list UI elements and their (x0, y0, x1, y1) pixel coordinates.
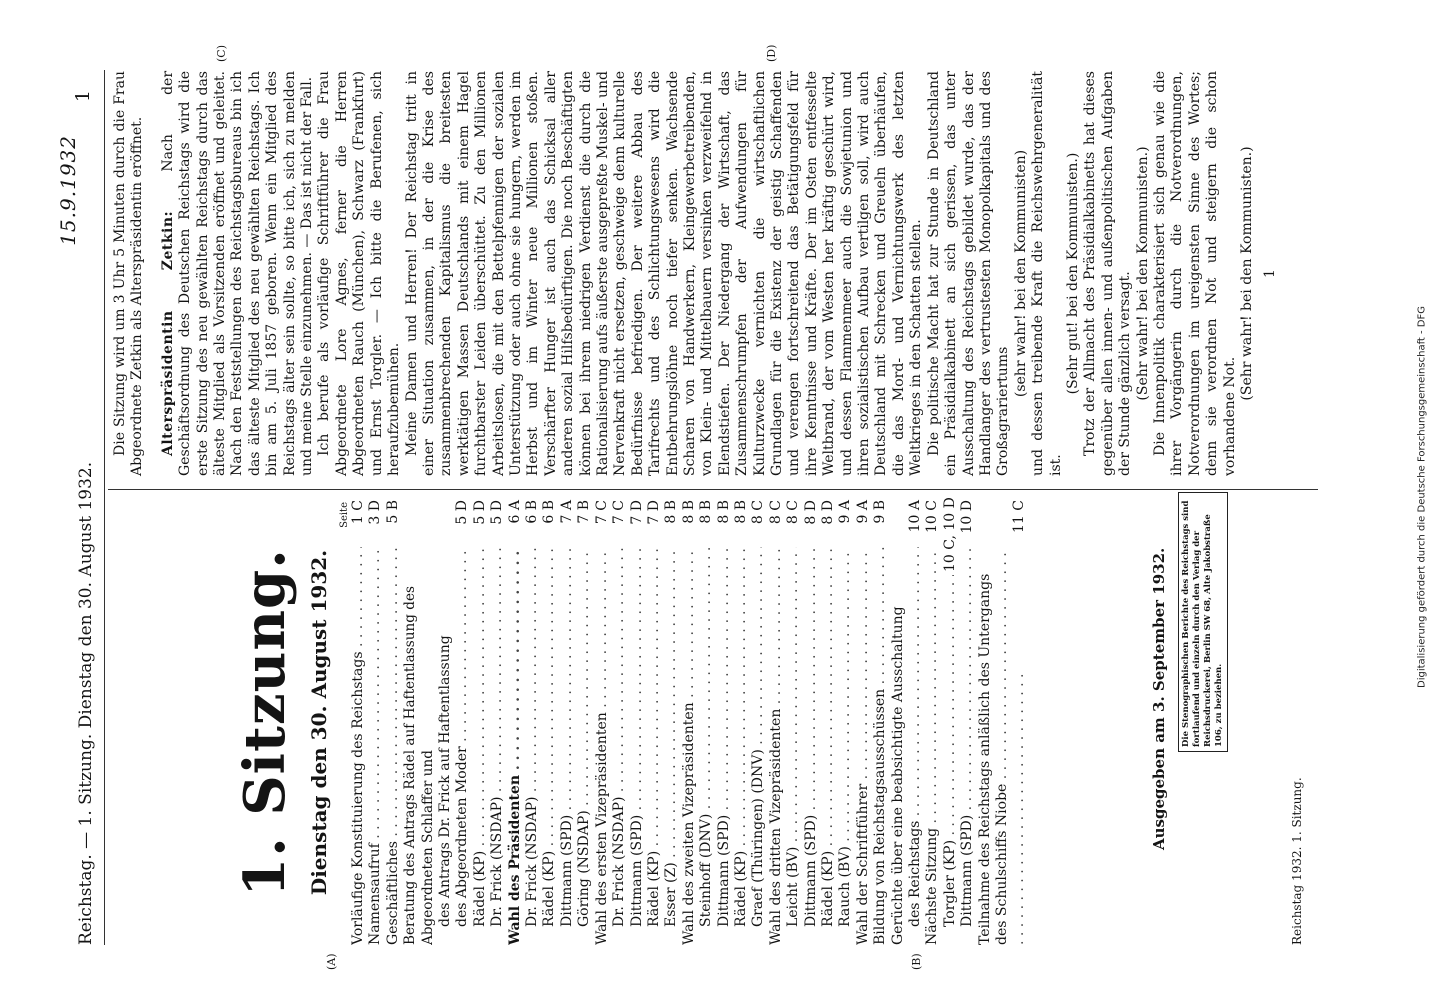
toc-entry: Steinhoff (DNV) . . . 8 B (698, 500, 715, 945)
toc-entry: Bildung von Reichstagsausschüssen . . . 9 B (872, 500, 889, 945)
sheet-number: 1 (1262, 269, 1279, 278)
margin-mark-d: (D) (765, 44, 778, 62)
toc-entry: Dittmann (SPD) . . . 10 D (959, 500, 976, 945)
toc-entry: Rädel (KP) . . . 6 B (541, 500, 558, 945)
date-stamp: 15.9.1932 (56, 135, 80, 246)
toc-entry: Rädel (KP) . . . 8 D (820, 500, 837, 945)
toc-entry: Dittmann (SPD) . . . 8 D (803, 500, 820, 945)
opening-paragraph: Die Sitzung wird um 3 Uhr 5 Minuten durch die Frau Abgeordnete Zetkin als Alterspräsidentin eröffnet. (112, 71, 146, 476)
speech-paragraph: Meine Damen und Herren! Der Reichstag tritt in einer Situation zusammen, in der die Krise des zusammenbrechenden Kapitalismus die breitesten werktätigen Massen Deutschlands mit einem Hagel furchtbarster Leiden überschüttet. Zu den Millionen Arbeitslosen, die mit den Bettelpfennigen der sozialen Unterstützung oder auch ohne sie hungern, werden im Herbst und im Winter neue Millionen stoßen. Verschärfter Hunger ist auch das Schicksal aller anderen sozial Hilfsbedürftigen. Die noch Beschäftigten können bei ihrem niedrigen Verdienst die durch die Rationalisierung aufs äußerste ausgepreßte Muskel- und Nervenkraft nicht ersetzen, geschweige denn kulturelle Bedürfnisse befriedigen. Der weitere Abbau des Tarifrechts und des Schlichtungswesens wird die Entbehrungslöhne noch tiefer senken. Wachsende Scharen von Handwerkern, Kleingewerbetreibenden, von Klein- und Mittelbauern versinken verzweifelnd in Elendstiefen. Der Niedergang der Wirtschaft, das Zusammenschrumpfen der Aufwendungen für Kulturzwecke vernichten die wirtschaftlichen Grundlagen für die Existenz der geistig Schaffenden und verengen fortschreitend das Betätigungsfeld für ihre Kenntnisse und Kräfte. Der im Osten entfesselte Weltbrand, der vom Westen her kräftig geschürt wird, und dessen Flammenmeer auch die Sowjetunion und ihren sozialistischen Aufbau vertilgen soll, wird auch Deutschland mit Schrecken und Greueln überhäufen, die das Mord- und Vernichtungswerk des letzten Weltkrieges in den Schatten stellen. (403, 71, 925, 476)
column-rule (108, 489, 1318, 490)
toc-entry: Geschäftliches . . . 5 B (385, 500, 402, 945)
toc-entry: Rädel (KP) . . . 5 D (472, 500, 489, 945)
issue-date: Ausgegeben am 3. September 1932. (1150, 547, 1168, 850)
speech-paragraph: Alterspräsidentin Zetkin: Nach der Geschäftsordnung des Deutschen Reichstags wird die erste Sitzung des neu gewählten Reichstags durch das älteste Mitglied als Vorsitzenden eröffnet und geleitet. Nach den Feststellungen des Reichstagsbureaus bin ich das älteste Mitglied des neu gewählten Reichstags. Ich bin am 5. Juli 1857 geboren. Wenn ein Mitglied des Reichstags älter sein sollte, so bitte ich, sich zu melden und meine Stelle einzunehmen. — Das ist nicht der Fall. (159, 70, 316, 476)
toc-entry: des Reichstags . . . 10 A (907, 500, 924, 945)
toc-entry: Teilnahme des Reichstags anläßlich des Untergangs des Schulschiffs Niobe . . . 11 C (977, 500, 1029, 945)
toc-entry: Esser (Z) . . . 8 B (663, 500, 680, 945)
proceedings-text (112, 71, 1280, 476)
speech-paragraph: Die Innenpolitik charakterisiert sich genau wie die ihrer Vorgängerin durch die Notverordnungen, Notverordnungen im ureigensten Sinne des Wortes; denn sie verordnen Not und steigern die schon vorhandene Not. (1151, 71, 1238, 476)
toc-entry: Leicht (BV) . . . 8 C (785, 500, 802, 945)
toc-entry: Beratung des Antrags Rädel auf Haftentlassung des Abgeordneten Schlaffer und (402, 586, 436, 945)
speech-paragraph: Ich berufe als vorläufige Schriftführer die Frau Abgeordnete Lore Agnes, ferner die Herren Abgeordneten Rauch (München), Schwarz (Frankfurt) und Ernst Torgler. — Ich bitte die Berufenen, sich heraufzubemühen. (316, 71, 403, 476)
toc-entry: Nächste Sitzung . . . 10 C (924, 500, 941, 945)
speech-paragraph: Die politische Macht hat zur Stunde in Deutschland ein Präsidialkabinett an sich gerissen, das unter Ausschaltung des Reichstags gebildet wurde, das der Handlanger des vertrustesten Monopolkapitals und des Großagrariertums (925, 71, 1012, 476)
toc-entry: Dr. Frick (NSDAP) . . . 6 B (524, 500, 541, 945)
toc-entry: Rädel (KP) . . . 7 D (646, 500, 663, 945)
toc-entry: des Antrags Dr. Frick auf Haftentlassung (437, 635, 454, 927)
page-footer: Reichstag 1932. 1. Sitzung. (1290, 777, 1304, 945)
toc-entry: des Abgeordneten Moder . . . 5 D (454, 500, 471, 945)
interjection: (Sehr wahr! bei den Kommunisten.) (1239, 146, 1255, 401)
margin-mark-b: (B) (910, 953, 923, 970)
toc-entry: Wahl des dritten Vizepräsidenten . . . 8 C (768, 500, 785, 945)
speech-paragraph: und dessen treibende Kraft die Reichswehrgeneralität ist. (1030, 71, 1064, 476)
toc-entry: Wahl der Schriftführer . . . 9 A (855, 500, 872, 945)
publisher-notice: Die Stenographischen Berichte des Reichstags sind fortlaufend und einzeln durch den Verlag der Reichsdruckerei, Berlin SW 68, Alte Jakobstraße 106, zu beziehen. (1178, 492, 1228, 752)
header-rule (104, 70, 105, 945)
margin-mark-a: (A) (325, 953, 338, 970)
toc-entry: Wahl des ersten Vizepräsidenten . . . 7 C (594, 500, 611, 945)
toc-entry: Wahl des zweiten Vizepräsidenten . . . 8 B (681, 500, 698, 945)
toc-entry: Rauch (BV) . . . 9 A (837, 500, 854, 945)
margin-mark-c: (C) (215, 45, 228, 62)
interjection: (Sehr gut! bei den Kommunisten.) (1064, 152, 1081, 395)
speaker-name: Alterspräsidentin Zetkin: (159, 210, 176, 456)
page-header (56, 80, 98, 945)
toc-entry: Namensaufruf . . . 3 D (367, 500, 384, 945)
session-title: 1. Sitzung. (232, 548, 298, 897)
seite-label: Seite (339, 502, 350, 528)
toc-entry: Dittmann (SPD) . . . 7 A (559, 500, 576, 945)
toc-entry: Graef (Thüringen) (DNV) . . . 8 C (750, 500, 767, 945)
interjection: (Sehr wahr! bei den Kommunisten.) (1134, 146, 1151, 401)
toc-entry: Dr. Frick (NSDAP) . . . 5 D (489, 500, 506, 945)
toc-entry: Wahl des Präsidenten . . . 6 A (507, 500, 524, 945)
session-date: Dienstag den 30. August 1932. (307, 549, 331, 896)
page-number: 1 (72, 90, 94, 103)
toc-entry: Torgler (KP) . . . 10 C, 10 D (942, 500, 959, 945)
interjection: (sehr wahr! bei den Kommunisten) (1012, 149, 1029, 398)
toc-entry: Göring (NSDAP) . . . 7 B (576, 500, 593, 945)
toc-entry: Gerüchte über eine beabsichtigte Ausschaltung (889, 606, 906, 945)
toc-entry: Dittmann (SPD) . . . 7 D (629, 500, 646, 945)
digitization-credit: Digitalisierung gefördert durch die Deutsche Forschungsgemeinschaft - DFG (1416, 305, 1428, 689)
toc-entry: Dr. Frick (NSDAP) . . . 7 C (611, 500, 628, 945)
toc-entry: Vorläufige Konstituierung des Reichstags . . . 1 C (350, 500, 367, 945)
speech-paragraph: Trotz der Allmacht des Präsidialkabinetts hat dieses gegenüber allen innen- und außenpolitischen Aufgaben der Stunde gänzlich versagt. (1082, 71, 1134, 476)
toc-entry: Dittmann (SPD) . . . 8 B (716, 500, 733, 945)
running-title: Reichstag. — 1. Sitzung. Dienstag den 30. August 1932. (76, 461, 96, 945)
toc-entry: Rädel (KP) . . . 8 B (733, 500, 750, 945)
